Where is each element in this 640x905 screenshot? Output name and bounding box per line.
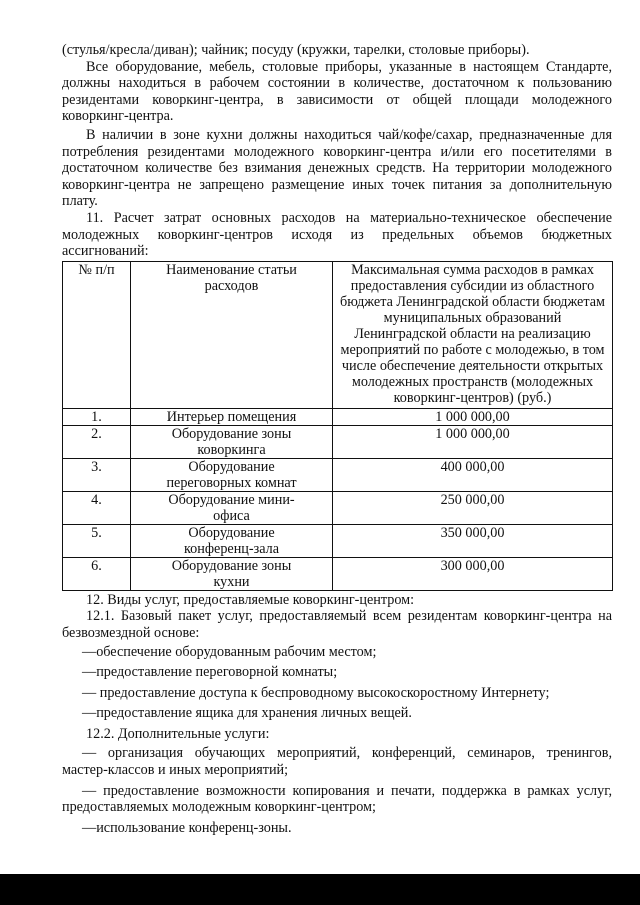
- row-name: Оборудование мини-офиса: [131, 491, 333, 524]
- paragraph-furniture-list: (стулья/кресла/диван); чайник; посуду (кружки, тарелки, столовые приборы).: [62, 42, 530, 58]
- list-item: — предоставление доступа к беспроводному высокоскоростному Интернету;: [82, 684, 550, 701]
- table-row: [63, 524, 613, 557]
- document-page: [62, 42, 612, 836]
- row-amount: 250 000,00: [333, 491, 613, 524]
- header-num: № п/п: [63, 261, 131, 408]
- table-row: [63, 491, 613, 524]
- list-item: —обеспечение оборудованным рабочим местом;: [82, 643, 377, 660]
- row-name: Оборудование зоны кухни: [131, 557, 333, 590]
- scan-bottom-border: [0, 874, 640, 905]
- row-amount: 1 000 000,00: [333, 425, 613, 458]
- list-item: —предоставление ящика для хранения личных вещей.: [82, 705, 412, 722]
- row-name: Оборудование конференц-зала: [131, 524, 333, 557]
- list-item: — организация обучающих мероприятий, конференций, семинаров, тренингов, мастер-классов и иных мероприятий;: [62, 745, 612, 779]
- row-num: 6.: [63, 557, 131, 590]
- row-name: Оборудование переговорных комнат: [131, 458, 333, 491]
- row-num: 1.: [63, 408, 131, 425]
- table-row: [63, 408, 613, 425]
- table-row: [63, 458, 613, 491]
- list-item: —использование конференц-зоны.: [82, 819, 292, 836]
- list-item: — предоставление возможности копирования и печати, поддержка в рамках услуг, предоставляемых молодежным коворкинг-центром;: [62, 782, 612, 816]
- row-amount: 350 000,00: [333, 524, 613, 557]
- paragraph-section-11: 11. Расчет затрат основных расходов на материально-техническое обеспечение молодежных коворкинг-центров исходя из предельных объемов бюджетных ассигнований:: [62, 209, 612, 260]
- services-heading: 12. Виды услуг, предоставляемые коворкинг-центром:: [86, 591, 415, 608]
- row-num: 2.: [63, 425, 131, 458]
- extra-services-heading: 12.2. Дополнительные услуги:: [86, 725, 270, 742]
- row-amount: 300 000,00: [333, 557, 613, 590]
- row-num: 5.: [63, 524, 131, 557]
- paragraph-equipment-condition: Все оборудование, мебель, столовые приборы, указанные в настоящем Стандарте, должны находиться в рабочем состоянии в количестве, достаточном к пользованию резидентами коворкинг-центра, в зависимости от общей площади молодежного коворкинг-центра.: [62, 58, 612, 125]
- row-name: Оборудование зоны коворкинга: [131, 425, 333, 458]
- table-row: [63, 425, 613, 458]
- header-name: Наименование статьи расходов: [131, 261, 333, 408]
- row-amount: 1 000 000,00: [333, 408, 613, 425]
- paragraph-kitchen: В наличии в зоне кухни должны находиться чай/кофе/сахар, предназначенные для потребления резидентами молодежного коворкинг-центра и/или его посетителями в достаточном количестве без взимания денежных средств. На территории молодежного коворкинг-центра не запрещено размещение иных точек питания за дополнительную плату.: [62, 126, 612, 210]
- expenses-table: [62, 261, 613, 591]
- row-num: 3.: [63, 458, 131, 491]
- row-num: 4.: [63, 491, 131, 524]
- table-header-row: [63, 261, 613, 408]
- header-amount: Максимальная сумма расходов в рамках предоставления субсидии из областного бюджета Ленинградской области бюджетам муниципальных образований Ленинградской области на реализацию мероприятий по работе с молодежью, в том числе обеспечение деятельности открытых молодежных пространств (молодежных коворкинг-центров) (руб.): [333, 261, 613, 408]
- table-row: [63, 557, 613, 590]
- basic-services-heading: 12.1. Базовый пакет услуг, предоставляемый всем резидентам коворкинг-центра на безвозмездной основе:: [62, 608, 612, 641]
- row-name: Интерьер помещения: [131, 408, 333, 425]
- list-item: —предоставление переговорной комнаты;: [82, 664, 338, 681]
- row-amount: 400 000,00: [333, 458, 613, 491]
